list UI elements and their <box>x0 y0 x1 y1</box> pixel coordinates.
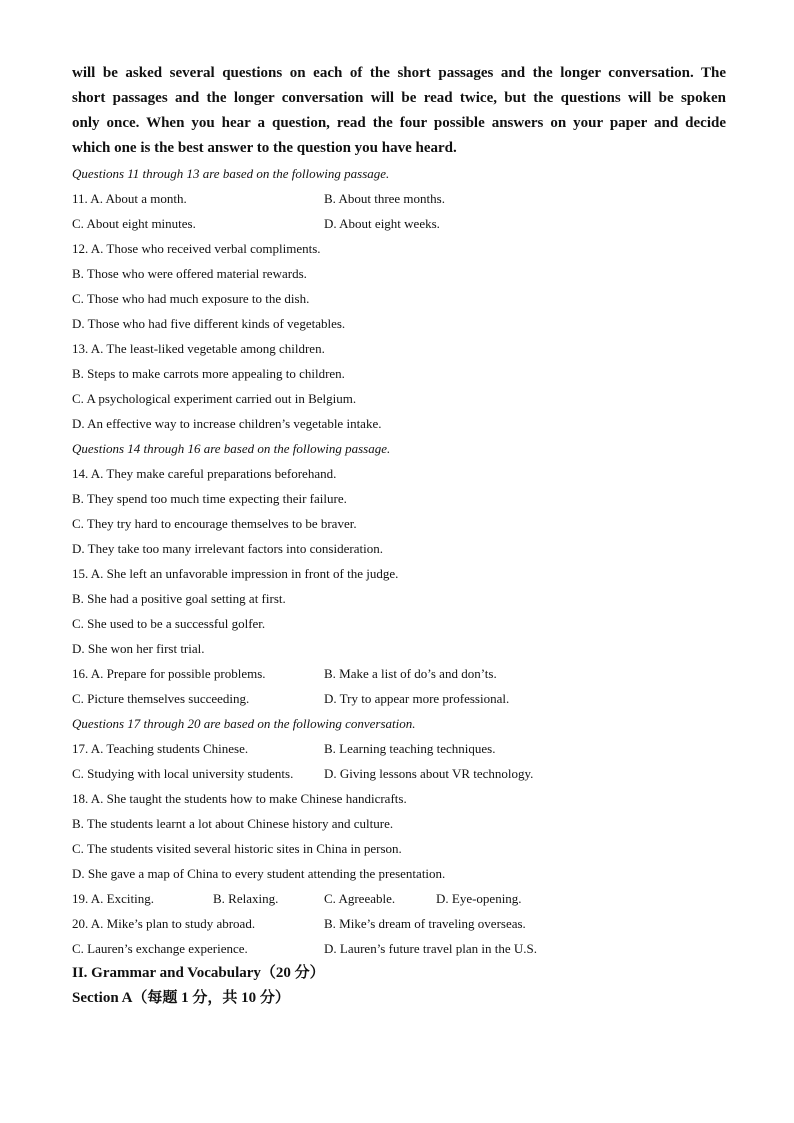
option-d: D. Eye-opening. <box>436 891 522 906</box>
question-15-option-c: C. She used to be a successful golfer. <box>72 616 266 631</box>
question-18-option-b: B. The students learnt a lot about Chinese history and culture. <box>72 816 394 831</box>
question-12-option-a: 12. A. Those who received verbal compliments. <box>72 241 321 256</box>
question-12-option-d: D. Those who had five different kinds of vegetables. <box>72 316 346 331</box>
option-c: C. Agreeable. <box>324 891 396 906</box>
question-19-row <box>72 886 732 911</box>
question-16-row-2 <box>72 686 732 711</box>
question-11-row-1 <box>72 186 732 211</box>
question-18-option-d: D. She gave a map of China to every student attending the presentation. <box>72 866 446 881</box>
question-15-option-d: D. She won her first trial. <box>72 641 205 656</box>
question-18-option-a: 18. A. She taught the students how to make Chinese handicrafts. <box>72 791 407 806</box>
question-14-option-b: B. They spend too much time expecting their failure. <box>72 491 347 506</box>
question-17-row-2 <box>72 761 732 786</box>
option-c: C. Lauren’s exchange experience. <box>72 941 248 956</box>
section-direction: Questions 14 through 16 are based on the following passage. <box>72 441 391 456</box>
question-14-option-c: C. They try hard to encourage themselves to be braver. <box>72 516 357 531</box>
option-a: 19. A. Exciting. <box>72 891 154 906</box>
option-b: B. Mike’s dream of traveling overseas. <box>324 916 526 931</box>
question-15-option-a: 15. A. She left an unfavorable impression in front of the judge. <box>72 566 399 581</box>
question-list <box>72 161 732 1011</box>
question-13-option-c: C. A psychological experiment carried out in Belgium. <box>72 391 357 406</box>
question-20-row-1 <box>72 911 732 936</box>
option-b: B. Make a list of do’s and don’ts. <box>324 666 497 681</box>
option-c: C. Studying with local university students. <box>72 766 294 781</box>
question-14-option-d: D. They take too many irrelevant factors into consideration. <box>72 541 383 556</box>
listening-instructions <box>72 61 726 161</box>
question-12-option-b: B. Those who were offered material rewards. <box>72 266 307 281</box>
question-13-option-d: D. An effective way to increase children’s vegetable intake. <box>72 416 382 431</box>
option-a: 16. A. Prepare for possible problems. <box>72 666 266 681</box>
question-20-row-2 <box>72 936 732 961</box>
section-direction: Questions 11 through 13 are based on the following passage. <box>72 166 390 181</box>
option-a: 20. A. Mike’s plan to study abroad. <box>72 916 256 931</box>
instruction-line: only once. When you hear a question, read the four possible answers on your paper and decide <box>72 115 726 131</box>
option-b: B. Relaxing. <box>213 891 279 906</box>
option-c: C. Picture themselves succeeding. <box>72 691 250 706</box>
option-d: D. About eight weeks. <box>324 216 440 231</box>
option-b: B. About three months. <box>324 191 445 206</box>
question-18-option-c: C. The students visited several historic sites in China in person. <box>72 841 402 856</box>
question-17-row-1 <box>72 736 732 761</box>
section-direction: Questions 17 through 20 are based on the following conversation. <box>72 716 416 731</box>
question-12-option-c: C. Those who had much exposure to the dish. <box>72 291 310 306</box>
option-a: 11. A. About a month. <box>72 191 187 206</box>
section-heading-a: Section A（每题 1 分，共 10 分） <box>72 990 290 1006</box>
question-11-row-2 <box>72 211 732 236</box>
question-13-option-b: B. Steps to make carrots more appealing to children. <box>72 366 345 381</box>
option-a: 17. A. Teaching students Chinese. <box>72 741 249 756</box>
option-d: D. Try to appear more professional. <box>324 691 510 706</box>
instruction-line: which one is the best answer to the question you have heard. <box>72 140 457 156</box>
question-14-option-a: 14. A. They make careful preparations beforehand. <box>72 466 337 481</box>
option-b: B. Learning teaching techniques. <box>324 741 496 756</box>
question-16-row-1 <box>72 661 732 686</box>
question-13-option-a: 13. A. The least-liked vegetable among children. <box>72 341 325 356</box>
section-heading-grammar: II. Grammar and Vocabulary（20 分） <box>72 965 325 981</box>
instruction-line: will be asked several questions on each of the short passages and the longer conversation. The <box>72 65 726 81</box>
option-d: D. Giving lessons about VR technology. <box>324 766 534 781</box>
instruction-line: short passages and the longer conversation will be read twice, but the questions will be spoken <box>72 90 726 106</box>
option-d: D. Lauren’s future travel plan in the U.S. <box>324 941 537 956</box>
option-c: C. About eight minutes. <box>72 216 196 231</box>
question-15-option-b: B. She had a positive goal setting at first. <box>72 591 286 606</box>
